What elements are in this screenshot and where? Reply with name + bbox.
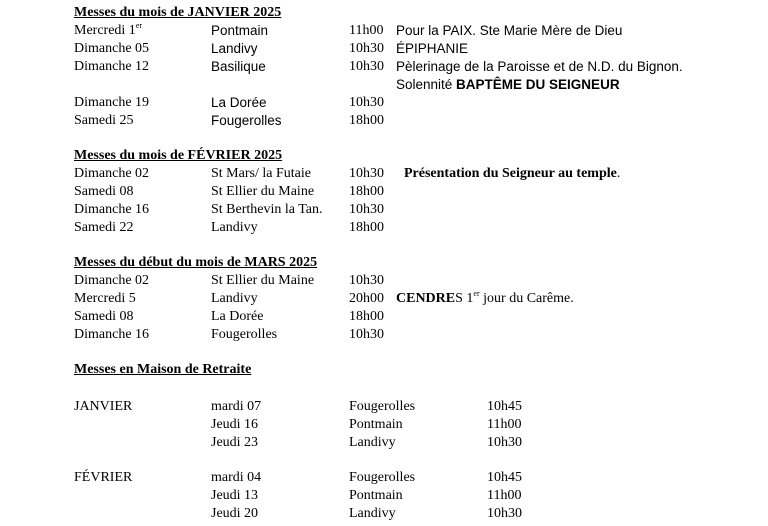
mass-day: Mercredi 5 [74,291,136,306]
mass-note: CENDRES 1er jour du Carême. [396,289,574,306]
table-row [0,165,768,183]
section-title-retraite: Messes en Maison de Retraite [74,362,252,377]
mass-place: Pontmain [349,488,403,503]
mass-day: Jeudi 13 [211,488,259,503]
mass-note: Présentation du Seigneur au temple. [404,166,621,181]
mass-time: 11h00 [487,488,522,503]
table-row [0,76,768,94]
mass-day: Samedi 25 [74,113,134,128]
mass-day: Dimanche 02 [74,166,150,181]
table-row [0,434,768,452]
mass-day: Jeudi 20 [211,506,259,521]
mass-place: Basilique [211,59,266,74]
mass-time: 10h30 [349,273,384,288]
mass-note: Pèlerinage de la Paroisse et de N.D. du Bignon. [396,59,683,74]
mass-place: St Ellier du Maine [211,273,315,288]
mass-time: 18h00 [349,220,384,235]
mass-day: Mercredi 1er [74,21,143,38]
table-row [0,272,768,290]
table-row [0,416,768,434]
table-row [0,505,768,523]
mass-note: ÉPIPHANIE [396,41,469,56]
mass-day: mardi 07 [211,399,262,414]
mass-day: Samedi 08 [74,184,134,199]
mass-place: Fougerolles [211,327,278,342]
section-title-fevrier: Messes du mois de FÉVRIER 2025 [74,148,283,163]
table-row [0,469,768,487]
mass-note: Solennité BAPTÊME DU SEIGNEUR [396,77,620,92]
mass-time: 10h30 [349,59,384,74]
mass-place: Landivy [349,506,396,521]
mass-time: 10h30 [349,202,384,217]
table-row [0,201,768,219]
table-row [0,183,768,201]
mass-time: 10h30 [349,327,384,342]
table-row [0,219,768,237]
mass-time: 10h45 [487,470,522,485]
mass-place: St Ellier du Maine [211,184,315,199]
mass-time: 11h00 [487,417,522,432]
mass-place: Fougerolles [349,470,416,485]
mass-day: Dimanche 16 [74,327,150,342]
mass-place: Fougerolles [211,113,282,128]
mass-day: Samedi 08 [74,309,134,324]
mass-time: 11h00 [349,23,384,38]
mass-place: St Mars/ la Futaie [211,166,311,181]
mass-place: Pontmain [211,23,269,38]
mass-day: Samedi 22 [74,220,134,235]
table-row [0,487,768,505]
mass-note: Pour la PAIX. Ste Marie Mère de Dieu [396,23,623,38]
table-row [0,58,768,76]
mass-day: Dimanche 19 [74,95,150,110]
table-row [0,112,768,130]
mass-time: 10h30 [349,41,384,56]
month-label: JANVIER [74,399,133,414]
mass-day: Dimanche 12 [74,59,150,74]
mass-day: Jeudi 23 [211,435,259,450]
table-row [0,398,768,416]
mass-place: Landivy [211,220,258,235]
mass-time: 18h00 [349,184,384,199]
mass-place: La Dorée [211,95,267,110]
mass-time: 10h30 [349,95,384,110]
mass-place: La Dorée [211,309,264,324]
section-title-janvier: Messes du mois de JANVIER 2025 [74,5,282,20]
table-row [0,290,768,308]
mass-time: 10h45 [487,399,522,414]
section-title-mars: Messes du début du mois de MARS 2025 [74,255,318,270]
table-row [0,22,768,40]
mass-place: Landivy [211,41,258,56]
mass-time: 10h30 [487,506,522,521]
table-row [0,40,768,58]
mass-day: Dimanche 16 [74,202,150,217]
month-label: FÉVRIER [74,470,133,485]
table-row [0,94,768,112]
mass-day: Dimanche 05 [74,41,150,56]
mass-time: 18h00 [349,309,384,324]
mass-time: 20h00 [349,291,384,306]
mass-day: Dimanche 02 [74,273,150,288]
mass-place: Pontmain [349,417,403,432]
mass-day: Jeudi 16 [211,417,259,432]
mass-time: 18h00 [349,113,384,128]
mass-place: Fougerolles [349,399,416,414]
mass-day: mardi 04 [211,470,262,485]
table-row [0,308,768,326]
mass-time: 10h30 [487,435,522,450]
table-row [0,326,768,344]
mass-place: St Berthevin la Tan. [211,202,323,217]
mass-place: Landivy [349,435,396,450]
mass-time: 10h30 [349,166,384,181]
mass-place: Landivy [211,291,258,306]
